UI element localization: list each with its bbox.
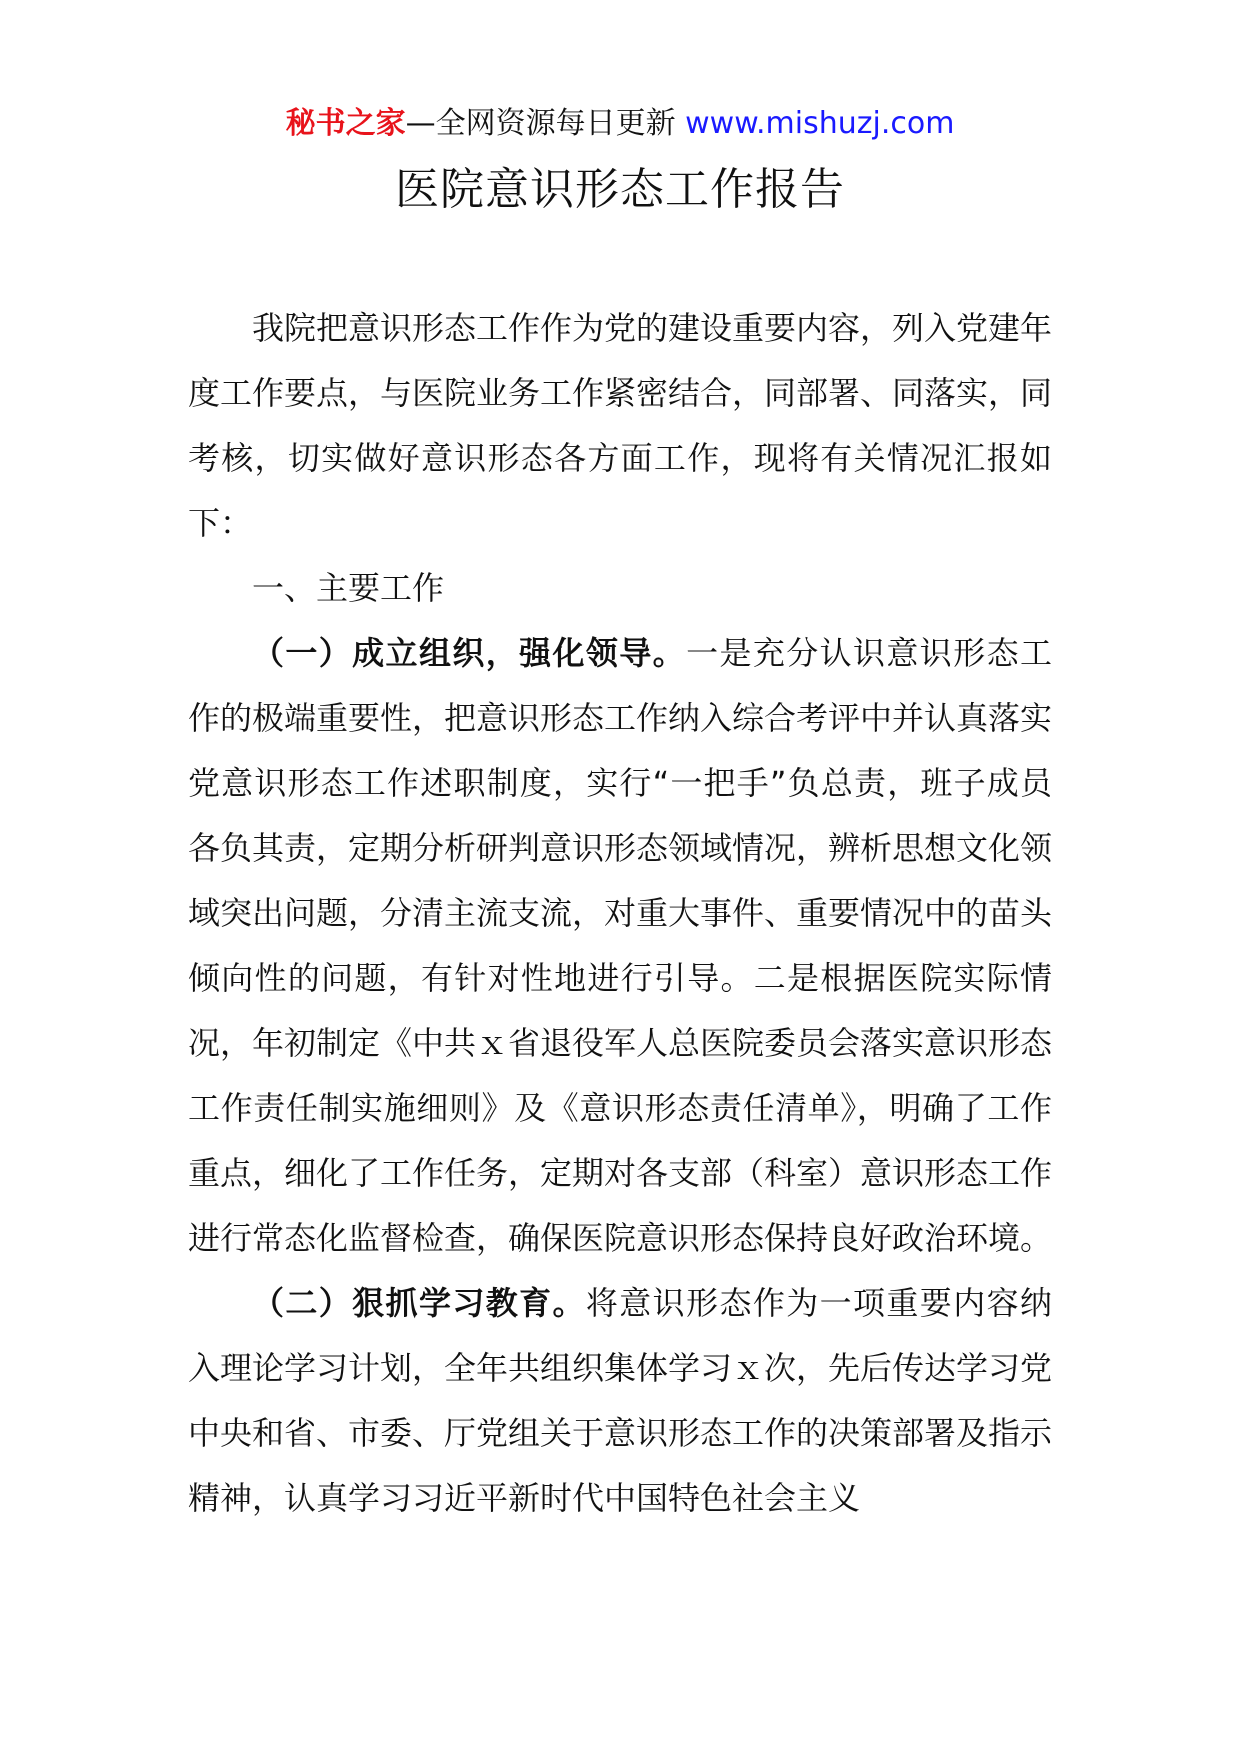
item-2-text: 将意识形态作为一项重要内容纳入理论学习计划，全年共组织集体学习ｘ次，先后传达学习党中央和省、市委、厅党组关于意识形态工作的决策部署及指示精神，认真学习习近平新时代中国特色社会主义 [188, 1284, 1053, 1517]
banner-url-link[interactable]: www.mishuzj.com [685, 106, 955, 141]
section-heading: 一、主要工作 [252, 569, 445, 607]
item-1-text: 一是充分认识意识形态工作的极端重要性，把意识形态工作纳入综合考评中并认真落实党意识形态工作述职制度，实行“一把手”负总责，班子成员各负其责，定期分析研判意识形态领域情况，辨析思想文化领域突出问题，分清主流支流，对重大事件、重要情况中的苗头倾向性的问题，有针对性地进行引导。二是根据医院实际情况，年初制定《中共ｘ省退役军人总医院委员会落实意识形态工作责任制实施细则》及《意识形态责任清单》，明确了工作重点，细化了工作任务，定期对各支部（科室）意识形态工作进行常态化监督检查，确保医院意识形态保持良好政治环境。 [188, 634, 1053, 1257]
banner-brand: 秘书之家 [285, 106, 406, 141]
item-2-lead: （二）狠抓学习教育。 [252, 1284, 586, 1322]
banner-tagline: —全网资源每日更新 [405, 106, 686, 141]
site-banner [0, 104, 1240, 144]
item-1-lead: （一）成立组织，强化领导。 [252, 634, 687, 672]
item-2-paragraph [188, 1271, 1052, 1531]
intro-paragraph: 我院把意识形态工作作为党的建设重要内容，列入党建年度工作要点，与医院业务工作紧密结合，同部署、同落实，同考核，切实做好意识形态各方面工作，现将有关情况汇报如下： [188, 309, 1053, 542]
document-body [188, 296, 1052, 1531]
document-title: 医院意识形态工作报告 [395, 164, 845, 215]
item-1-paragraph [188, 621, 1052, 1271]
